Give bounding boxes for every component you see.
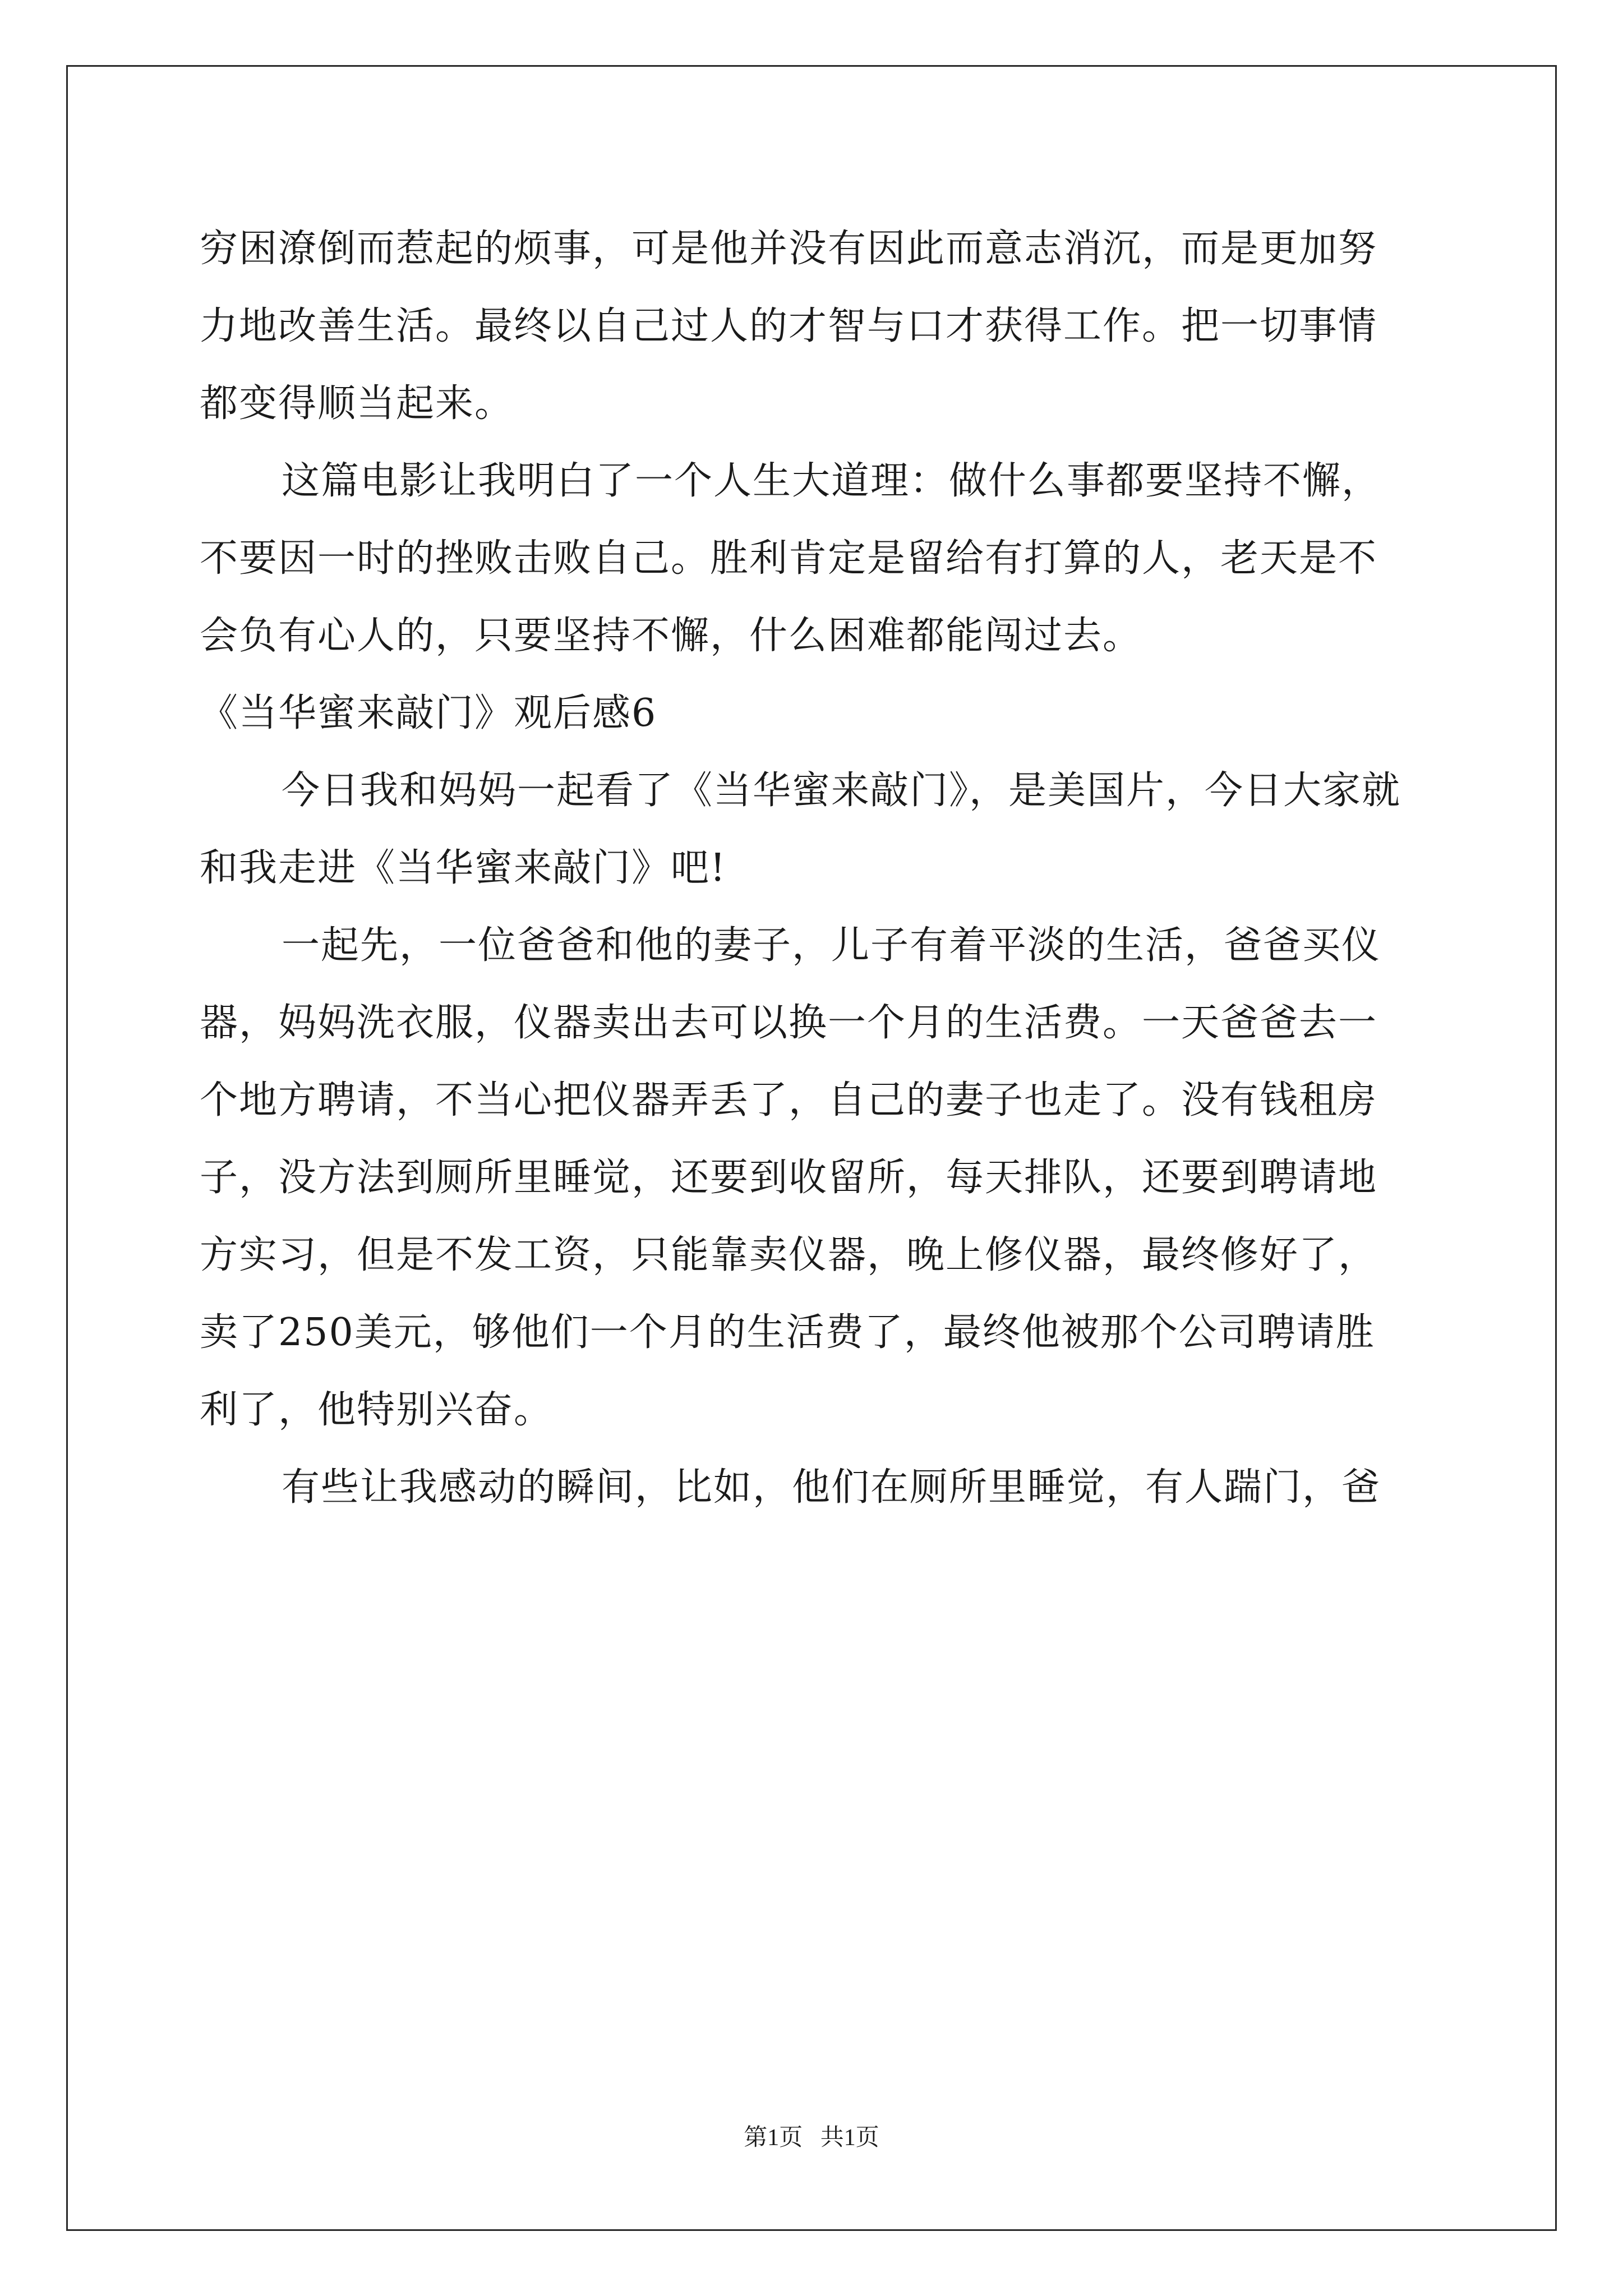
page-footer: 第1页 共1页 <box>744 2125 879 2151</box>
text-line: 都变得顺当起来。 <box>200 381 514 426</box>
text-line: 方实习，但是不发工资，只能靠卖仪器，晚上修仪器，最终修好了， <box>200 1233 1378 1277</box>
text-line: 个地方聘请，不当心把仪器弄丢了，自己的妻子也走了。没有钱租房 <box>200 1078 1378 1122</box>
text-line: 有些让我感动的瞬间，比如，他们在厕所里睡觉，有人踹门，爸 <box>282 1465 1381 1510</box>
text-line: 器，妈妈洗衣服，仪器卖出去可以换一个月的生活费。一天爸爸去一 <box>200 1001 1378 1045</box>
text-line: 卖了250美元，够他们一个月的生活费了，最终他被那个公司聘请胜 <box>200 1310 1375 1355</box>
text-line: 会负有心人的，只要坚持不懈，什么困难都能闯过去。 <box>200 614 1142 658</box>
text-line: 今日我和妈妈一起看了《当华蜜来敲门》，是美国片，今日大家就 <box>282 769 1401 813</box>
text-line: 这篇电影让我明白了一个人生大道理：做什么事都要坚持不懈， <box>282 459 1381 503</box>
text-line: 利了，他特别兴奋。 <box>200 1388 554 1432</box>
text-line: 一起先，一位爸爸和他的妻子，儿子有着平淡的生活，爸爸买仪 <box>282 923 1381 968</box>
document-body <box>200 210 1433 1526</box>
text-line: 不要因一时的挫败击败自己。胜利肯定是留给有打算的人，老天是不 <box>200 536 1378 581</box>
text-line: 力地改善生活。最终以自己过人的才智与口才获得工作。把一切事情 <box>200 304 1378 348</box>
text-line: 子，没方法到厕所里睡觉，还要到收留所，每天排队，还要到聘请地 <box>200 1156 1378 1200</box>
text-line: 和我走进《当华蜜来敲门》吧! <box>200 846 727 890</box>
text-line: 穷困潦倒而惹起的烦事，可是他并没有因此而意志消沉，而是更加努 <box>200 227 1378 271</box>
section-heading: 《当华蜜来敲门》观后感6 <box>200 691 657 735</box>
